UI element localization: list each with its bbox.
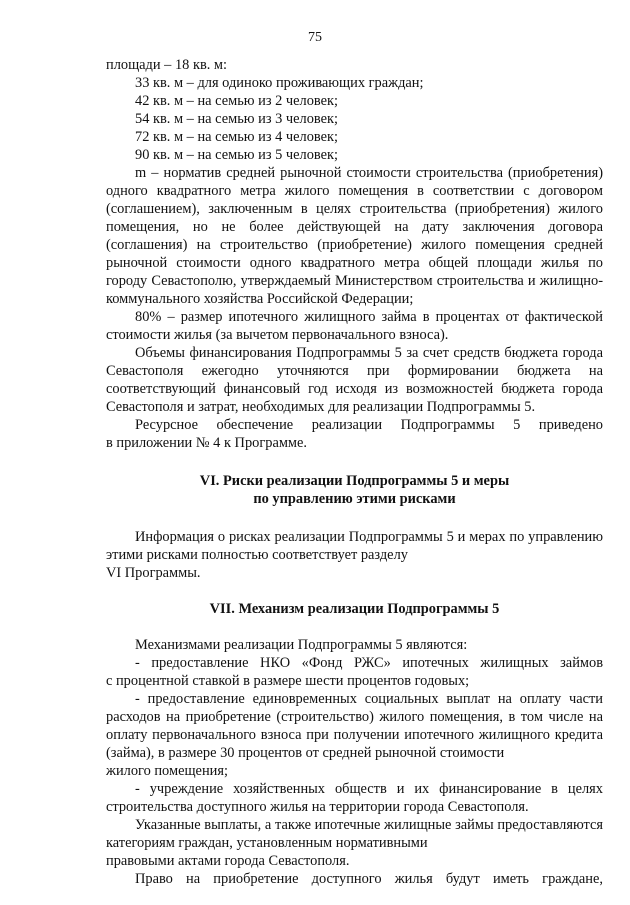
paragraph-risks-end: VI Программы. xyxy=(106,565,201,581)
paragraph-m-definition: m – норматив средней рыночной стоимости строительства (приобретения) одного квадратного метра жилого помещения в соответствии с договором (соглашением), заключенным в целях строительства (приобретения) жилого помещения, но не более действующей на дату заключения договора (соглашения) на строительство (приобретение) жилого помещения средней рыночной стоимости одного квадратного метра общей площади жилья по городу Севастополю, утверждаемый Министерством строительства и жилищно-коммунального хозяйства Российской Федерации; xyxy=(106,165,603,307)
paragraph-payments-end: правовыми актами города Севастополя. xyxy=(106,853,350,869)
text-line: площади – 18 кв. м: xyxy=(106,57,228,73)
paragraph-percent: 80% – размер ипотечного жилищного займа в процентах от фактической xyxy=(135,309,603,325)
paragraph-payments: Указанные выплаты, а также ипотечные жилищные займы предоставляются категориям граждан, установленным нормативными xyxy=(106,817,603,851)
list-item-mechanism-companies: - учреждение хозяйственных обществ и их финансирование в целях xyxy=(135,781,603,797)
list-item-mechanism-loans: - предоставление НКО «Фонд РЖС» ипотечных жилищных займов xyxy=(135,655,603,671)
document-body xyxy=(106,56,603,888)
list-item-mechanism-payments: - предоставление единовременных социальных выплат на оплату части расходов на приобретение (строительство) жилого помещения, в том числе на оплату первоначального взноса при получении ипотечного жилищного кредита (займа), в размере 30 процентов от средней рыночной стоимости xyxy=(106,691,603,761)
paragraph-right: Право на приобретение доступного жилья будут иметь граждане, xyxy=(135,871,603,887)
section-heading-mechanism: VII. Механизм реализации Подпрограммы 5 xyxy=(209,601,500,617)
paragraph-mechanisms-intro: Механизмами реализации Подпрограммы 5 являются: xyxy=(135,637,468,653)
paragraph-resources-end: в приложении № 4 к Программе. xyxy=(106,435,308,451)
text-line: 72 кв. м – на семью из 4 человек; xyxy=(135,129,338,145)
list-item-mechanism-companies-end: строительства доступного жилья на территории города Севастополя. xyxy=(106,799,529,815)
paragraph-resources: Ресурсное обеспечение реализации Подпрограммы 5 приведено xyxy=(135,417,603,433)
paragraph-percent-end: стоимости жилья (за вычетом первоначального взноса). xyxy=(106,327,449,343)
list-item-mechanism-loans-end: с процентной ставкой в размере шести процентов годовых; xyxy=(106,673,470,689)
page-number: 75 xyxy=(308,30,322,45)
text-line: 54 кв. м – на семью из 3 человек; xyxy=(135,111,338,127)
text-line: 33 кв. м – для одиноко проживающих граждан; xyxy=(135,75,424,91)
paragraph-financing: Объемы финансирования Подпрограммы 5 за счет средств бюджета города Севастополя ежегодно уточняются при формировании бюджета на соответствующий финансовый год исходя из возможностей бюджета города Севастополя и затрат, необходимых для реализации Подпрограммы 5. xyxy=(106,345,603,415)
section-heading-risks: VI. Риски реализации Подпрограммы 5 и меры xyxy=(199,473,510,489)
paragraph-risks: Информация о рисках реализации Подпрограммы 5 и мерах по управлению этими рисками полностью соответствует разделу xyxy=(106,529,603,563)
text-line: 90 кв. м – на семью из 5 человек; xyxy=(135,147,338,163)
section-heading-risks-line2: по управлению этими рисками xyxy=(253,491,456,507)
text-line: 42 кв. м – на семью из 2 человек; xyxy=(135,93,338,109)
list-item-mechanism-payments-end: жилого помещения; xyxy=(106,763,228,779)
